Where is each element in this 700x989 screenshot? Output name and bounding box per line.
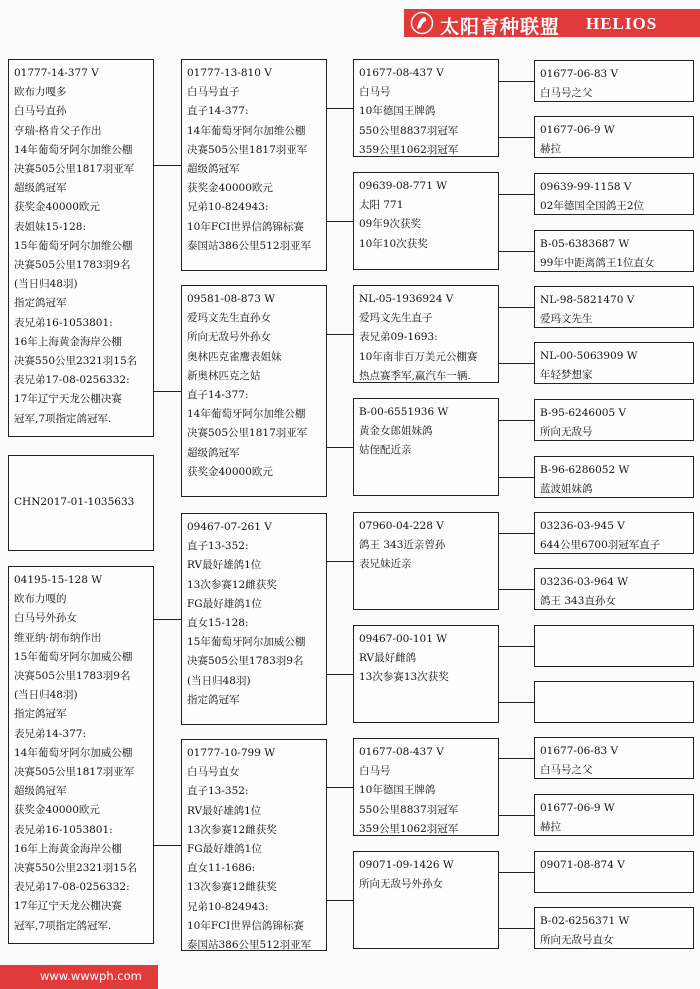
pedigree-text-line: 所向无敌号 (540, 426, 593, 439)
pedigree-text-line: 指定鸽冠军 (14, 297, 67, 310)
pedigree-text-line: 359公里1062羽冠军 (359, 143, 459, 156)
ring-number: 01677-06-9 W (540, 124, 615, 136)
pedigree-text-line: 表兄弟14-377: (14, 727, 86, 740)
connector-line (327, 787, 353, 788)
pedigree-text-line: 欧布力嘎的 (14, 593, 67, 606)
ring-number: B-02-6256371 W (540, 915, 630, 927)
pedigree-text-line: 决赛505公里1783羽9名 (187, 655, 304, 668)
pedigree-text-line: 蓝波姐妹鸽 (540, 483, 593, 496)
ancestor-box (534, 399, 694, 441)
pedigree-text-line: 表兄弟09-1693: (359, 331, 438, 344)
ring-number: 09581-08-873 W (187, 293, 276, 305)
pedigree-text-line: 白马号之父 (540, 764, 593, 777)
ring-number: 01677-08-437 V (359, 746, 444, 758)
pedigree-text-line: 644公里6700羽冠军直子 (540, 539, 661, 552)
ancestor-box (534, 173, 694, 215)
connector-line (327, 674, 353, 675)
pedigree-text-line: 550公里8837羽冠军 (359, 124, 459, 137)
connector-line (499, 420, 534, 421)
pedigree-text-line: 15年葡萄牙阿尔加威公棚 (14, 650, 133, 663)
pedigree-text-line: 白马号 (359, 86, 391, 99)
pedigree-text-line: 爱玛文先生直子 (359, 312, 433, 325)
connector-line (499, 137, 534, 138)
ancestor-box (353, 59, 499, 157)
ring-number: 09639-08-771 W (359, 180, 448, 192)
ring-number: 01677-06-83 V (540, 68, 619, 80)
pedigree-text-line: 兄弟10-824943: (187, 201, 269, 214)
dam-box (8, 566, 154, 944)
pedigree-text-line: 泰国站386公里512羽亚军 (187, 939, 312, 951)
connector-line (499, 872, 534, 873)
pedigree-text-line: 直子14-377: (187, 389, 249, 402)
pedigree-text-line: 冠军,7项指定鸽冠军. (14, 919, 112, 932)
pedigree-text-line: 所向无敌号直女 (540, 934, 614, 947)
connector-line (499, 194, 534, 195)
pedigree-text-line: 表姐妹15-128: (14, 220, 86, 233)
ring-number: 04195-15-128 W (14, 574, 103, 586)
connector-line (499, 589, 534, 590)
ancestor-box (353, 851, 499, 949)
pedigree-text-line: RV最好雌鸽 (359, 652, 417, 665)
connector-line (499, 307, 534, 308)
ancestor-box (181, 513, 327, 725)
pedigree-text-line: RV最好雄鸽1位 (187, 804, 262, 817)
pedigree-text-line: 决赛550公里2321羽15名 (14, 355, 138, 368)
ancestor-box (534, 737, 694, 779)
pedigree-text-line: 鸽王 343近亲曾孙 (359, 539, 446, 552)
ancestor-box (534, 907, 694, 949)
pedigree-text-line: 维亚纳·胡布纳作出 (14, 631, 102, 644)
pedigree-text-line: 年轻梦想家 (540, 369, 593, 382)
pedigree-text-line: 白马号 (359, 765, 391, 778)
ring-number: 01677-06-83 V (540, 745, 619, 757)
ring-number: 09071-09-1426 W (359, 859, 454, 871)
pedigree-text-line: 13次参赛12雌获奖 (187, 881, 277, 894)
ring-number: NL-00-5063909 W (540, 350, 638, 362)
ancestor-box (181, 285, 327, 497)
pedigree-text-line: RV最好雄鸽1位 (187, 559, 262, 572)
ancestor-box (534, 456, 694, 498)
pedigree-text-line: 超级鸽冠军 (14, 785, 67, 798)
ring-number: 01777-13-810 V (187, 67, 272, 79)
pedigree-text-line: 爱玛文先生 (540, 313, 593, 326)
pedigree-text-line: 姑侄配近亲 (359, 444, 412, 457)
connector-line (327, 221, 353, 222)
connector-line (327, 561, 353, 562)
pedigree-text-line: 决赛505公里1817羽亚军 (187, 427, 308, 440)
ring-number: B-96-6286052 W (540, 464, 630, 476)
ring-number: NL-05-1936924 V (359, 293, 454, 305)
pedigree-text-line: 16年上海黄金海岸公棚 (14, 842, 122, 855)
pedigree-text-line: 09年9次获奖 (359, 218, 422, 231)
ancestor-box (353, 285, 499, 383)
connector-line (154, 845, 181, 846)
pedigree-text-line: 99年中距离鸽王1位直女 (540, 257, 655, 270)
header-title-cn: 太阳育种联盟 (440, 16, 561, 38)
pedigree-text-line: 赫拉 (540, 821, 561, 834)
pedigree-text-line: 太阳 771 (359, 199, 404, 212)
connector-line (327, 108, 353, 109)
pedigree-text-line: 获奖金40000欧元 (14, 804, 100, 817)
pedigree-text-line: 白马号直孙 (14, 105, 67, 118)
pedigree-text-line: 02年德国全国鸽王2位 (540, 200, 645, 213)
pedigree-text-line: 所向无敌号外孙女 (359, 878, 443, 891)
connector-line (327, 334, 353, 335)
ancestor-box (534, 512, 694, 554)
pedigree-text-line: 白马号直女 (187, 766, 240, 779)
ring-number: 01777-10-799 W (187, 747, 276, 759)
connector-line (499, 928, 534, 929)
pedigree-text-line: 白马号直子 (187, 86, 240, 99)
pedigree-text-line: (当日归48羽) (14, 689, 78, 702)
pedigree-text-line: 决赛550公里2321羽15名 (14, 862, 138, 875)
ring-number: B-00-6551936 W (359, 406, 449, 418)
pigeon-id-box (8, 455, 154, 551)
pedigree-text-line: 表兄弟17-08-0256332: (14, 881, 130, 894)
pedigree-text-line: 爱玛文先生直孙女 (187, 312, 271, 325)
pedigree-text-line: 指定鸽冠军 (187, 693, 240, 706)
ancestor-box (534, 568, 694, 610)
ring-number: 09467-00-101 W (359, 633, 448, 645)
ancestor-box-empty (534, 681, 694, 723)
pedigree-text-line: 白马号之父 (540, 87, 593, 100)
pedigree-text-line: 决赛505公里1783羽9名 (14, 259, 131, 272)
pedigree-text-line: 550公里8837羽冠军 (359, 803, 459, 816)
connector-line (499, 533, 534, 534)
pedigree-text-line: 17年辽宁天龙公棚决赛 (14, 393, 122, 406)
pedigree-text-line: 泰国站386公里512羽亚军 (187, 239, 312, 252)
pedigree-text-line: 超级鸽冠军 (187, 163, 240, 176)
ring-number: 07960-04-228 V (359, 520, 444, 532)
ancestor-box-empty (534, 625, 694, 667)
pedigree-text-line: 359公里1062羽冠军 (359, 822, 459, 835)
pedigree-text-line: 决赛505公里1817羽亚军 (14, 163, 135, 176)
pedigree-text-line: 表兄弟16-1053801: (14, 823, 113, 836)
ring-number: 09071-08-874 V (540, 859, 625, 871)
pedigree-text-line: 直女15-128: (187, 617, 249, 630)
ring-number: CHN2017-01-1035633 (14, 496, 135, 509)
ring-number: 03236-03-945 V (540, 520, 625, 532)
pedigree-text-line: 14年葡萄牙阿尔加维公棚 (187, 408, 306, 421)
ancestor-box (353, 738, 499, 836)
connector-line (499, 363, 534, 364)
pedigree-text-line: 15年葡萄牙阿尔加维公棚 (14, 239, 133, 252)
ring-number: 09639-99-1158 V (540, 181, 632, 193)
pedigree-text-line: 13次参赛13次获奖 (359, 671, 449, 684)
pedigree-text-line: 10年德国王牌鸽 (359, 105, 436, 118)
ancestor-box (353, 398, 499, 496)
pedigree-text-line: 亨瑞-格肯父子作出 (14, 124, 102, 137)
pedigree-text-line: (当日归48羽) (14, 278, 78, 291)
pedigree-text-line: 15年葡萄牙阿尔加威公棚 (187, 636, 306, 649)
pedigree-text-line: 10年FCI世界信鸽锦标赛 (187, 220, 304, 233)
pedigree-text-line: 获奖金40000欧元 (14, 201, 100, 214)
pedigree-text-line: 10年10次获奖 (359, 237, 428, 250)
helios-logo-icon (410, 11, 434, 35)
pedigree-text-line: 欧布力嘎多 (14, 86, 67, 99)
ancestor-box (353, 512, 499, 610)
pedigree-text-line: 超级鸽冠军 (187, 446, 240, 459)
ancestor-box (353, 625, 499, 723)
connector-line (499, 646, 534, 647)
pedigree-text-line: 13次参赛12雌获奖 (187, 823, 277, 836)
ancestor-box (353, 172, 499, 270)
pedigree-text-line: 14年葡萄牙阿尔加维公棚 (187, 124, 306, 137)
ancestor-box (181, 739, 327, 951)
pedigree-text-line: 所向无敌号外孙女 (187, 331, 271, 344)
connector-line (154, 391, 181, 392)
ring-number: B-95-6246005 V (540, 407, 627, 419)
connector-line (327, 900, 353, 901)
pedigree-text-line: 获奖金40000欧元 (187, 465, 273, 478)
pedigree-text-line: 10年德国王牌鸽 (359, 784, 436, 797)
pedigree-text-line: 直子13-352: (187, 540, 249, 553)
pedigree-text-line: 16年上海黄金海岸公棚 (14, 335, 122, 348)
ancestor-box (534, 794, 694, 836)
pedigree-text-line: 决赛505公里1783羽9名 (14, 670, 131, 683)
ring-number: NL-98-5821470 V (540, 294, 635, 306)
ring-number: B-05-6383687 W (540, 238, 630, 250)
pedigree-text-line: 14年葡萄牙阿尔加维公棚 (14, 143, 133, 156)
pedigree-text-line: 奥林匹克雀鹰表姐妹 (187, 350, 282, 363)
pedigree-text-line: 直子14-377: (187, 105, 249, 118)
ancestor-box (534, 116, 694, 158)
connector-line (499, 702, 534, 703)
ancestor-box (534, 286, 694, 328)
sire-box (8, 59, 154, 437)
connector-line (154, 619, 181, 620)
pedigree-text-line: (当日归48羽) (187, 674, 251, 687)
ring-number: 01677-06-9 W (540, 802, 615, 814)
pedigree-text-line: 10年FCI世界信鸽锦标赛 (187, 919, 304, 932)
pedigree-text-line: 表兄妹近亲 (359, 558, 412, 571)
ancestor-box (534, 851, 694, 893)
ring-number: 01677-08-437 V (359, 67, 444, 79)
connector-line (154, 165, 181, 166)
connector-line (499, 815, 534, 816)
pedigree-text-line: 表兄弟16-1053801: (14, 316, 113, 329)
ancestor-box (534, 230, 694, 272)
pedigree-text-line: 兄弟10-824943: (187, 900, 269, 913)
pedigree-text-line: 热点赛季军,赢汽车一辆. (359, 369, 471, 382)
pedigree-text-line: 表兄弟17-08-0256332: (14, 374, 130, 387)
pedigree-text-line: FG最好雄鸽1位 (187, 597, 262, 610)
pedigree-text-line: 决赛505公里1817羽亚军 (187, 143, 308, 156)
pedigree-text-line: 获奖金40000欧元 (187, 182, 273, 195)
connector-line (499, 251, 534, 252)
ancestor-box (181, 59, 327, 271)
pedigree-text-line: 鸽王 343直孙女 (540, 595, 616, 608)
connector-line (499, 477, 534, 478)
pedigree-text-line: 冠军,7项指定鸽冠军. (14, 412, 112, 425)
ring-number: 03236-03-964 W (540, 576, 629, 588)
ancestor-box (534, 342, 694, 384)
pedigree-text-line: 指定鸽冠军 (14, 708, 67, 721)
pedigree-text-line: 17年辽宁天龙公棚决赛 (14, 900, 122, 913)
header-title-en: HELIOS (586, 14, 658, 33)
connector-line (499, 81, 534, 82)
pedigree-text-line: FG最好雄鸽1位 (187, 843, 262, 856)
pedigree-text-line: 超级鸽冠军 (14, 182, 67, 195)
pedigree-text-line: 直女11-1686: (187, 862, 256, 875)
pedigree-text-line: 白马号外孙女 (14, 612, 77, 625)
ring-number: 01777-14-377 V (14, 67, 99, 79)
footer-url: www.wwwph.com (40, 969, 142, 983)
pedigree-text-line: 13次参赛12雌获奖 (187, 578, 277, 591)
connector-line (499, 758, 534, 759)
connector-line (327, 447, 353, 448)
ancestor-box (534, 60, 694, 102)
pedigree-text-line: 10年南非百万美元公棚赛 (359, 350, 478, 363)
ring-number: 09467-07-261 V (187, 521, 272, 533)
pedigree-text-line: 直子13-352: (187, 785, 249, 798)
pedigree-text-line: 黄金女郎姐妹鸽 (359, 425, 433, 438)
pedigree-text-line: 14年葡萄牙阿尔加威公棚 (14, 746, 133, 759)
pedigree-text-line: 新奥林匹克之姑 (187, 369, 261, 382)
pedigree-text-line: 赫拉 (540, 143, 561, 156)
pedigree-text-line: 决赛505公里1817羽亚军 (14, 766, 135, 779)
